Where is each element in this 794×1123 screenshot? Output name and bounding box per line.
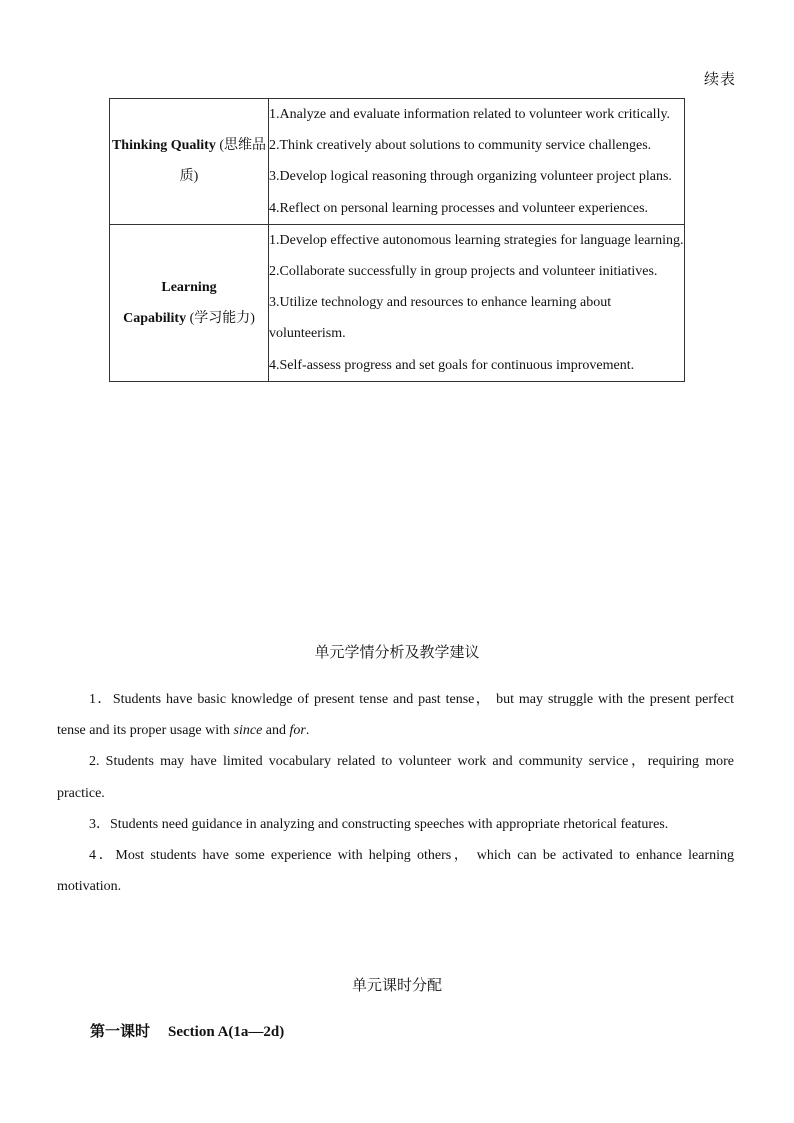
- row-items: [269, 99, 685, 225]
- table-row: [110, 99, 685, 225]
- lesson-label: 第一课时: [90, 1024, 151, 1040]
- list-item: 2.Think creatively about solutions to community service challenges.: [269, 138, 652, 154]
- analysis-text: and: [262, 723, 290, 739]
- list-item: 4.Self-assess progress and set goals for continuous improvement.: [269, 357, 635, 373]
- list-item: 1.Develop effective autonomous learning strategies for language learning.: [269, 232, 684, 248]
- table-row: [110, 224, 685, 381]
- analysis-paragraph: [57, 684, 734, 746]
- analysis-body: [57, 684, 734, 902]
- analysis-paragraph: 4．Most students have some experience with helping others， which can be activated to enhance learning motivation.: [57, 848, 734, 895]
- lesson-title: [90, 1020, 284, 1041]
- list-item: 4.Reflect on personal learning processes and volunteer experiences.: [269, 200, 649, 216]
- goals-table: [109, 98, 685, 382]
- analysis-text: 1．Students have basic knowledge of present tense and past tense， but may struggle with the present perfect tense and its proper usage with: [57, 692, 734, 739]
- keyword-since: since: [233, 723, 263, 739]
- analysis-text: .: [305, 723, 310, 739]
- lesson-section: Section A(1a—2d): [168, 1024, 285, 1040]
- row-items: [269, 224, 685, 381]
- continued-table-label: 续表: [703, 72, 736, 88]
- list-item: 2.Collaborate successfully in group projects and volunteer initiatives.: [269, 264, 658, 280]
- allocation-heading: 单元课时分配: [351, 978, 442, 994]
- row-label-en: Thinking Quality: [111, 138, 216, 154]
- analysis-paragraph: 3．Students need guidance in analyzing and constructing speeches with appropriate rhetorical features.: [89, 816, 669, 832]
- keyword-for: for: [289, 723, 306, 739]
- row-label-en-line2: Capability: [123, 310, 187, 326]
- analysis-heading: 单元学情分析及教学建议: [314, 645, 480, 661]
- row-label-cn: (学习能力): [189, 310, 255, 326]
- row-label-thinking-quality: [110, 99, 269, 225]
- row-label-learning-capability: [110, 224, 269, 381]
- list-item: 3.Develop logical reasoning through organizing volunteer project plans.: [269, 169, 672, 185]
- list-item: 3.Utilize technology and resources to enhance learning about volunteerism.: [269, 295, 612, 342]
- row-label-en-line1: Learning: [161, 279, 217, 295]
- list-item: 1.Analyze and evaluate information related to volunteer work critically.: [269, 107, 671, 122]
- analysis-paragraph: 2. Students may have limited vocabulary related to volunteer work and community service，requiring more practice.: [57, 754, 734, 801]
- row-label-cn: (思维品质): [179, 138, 267, 185]
